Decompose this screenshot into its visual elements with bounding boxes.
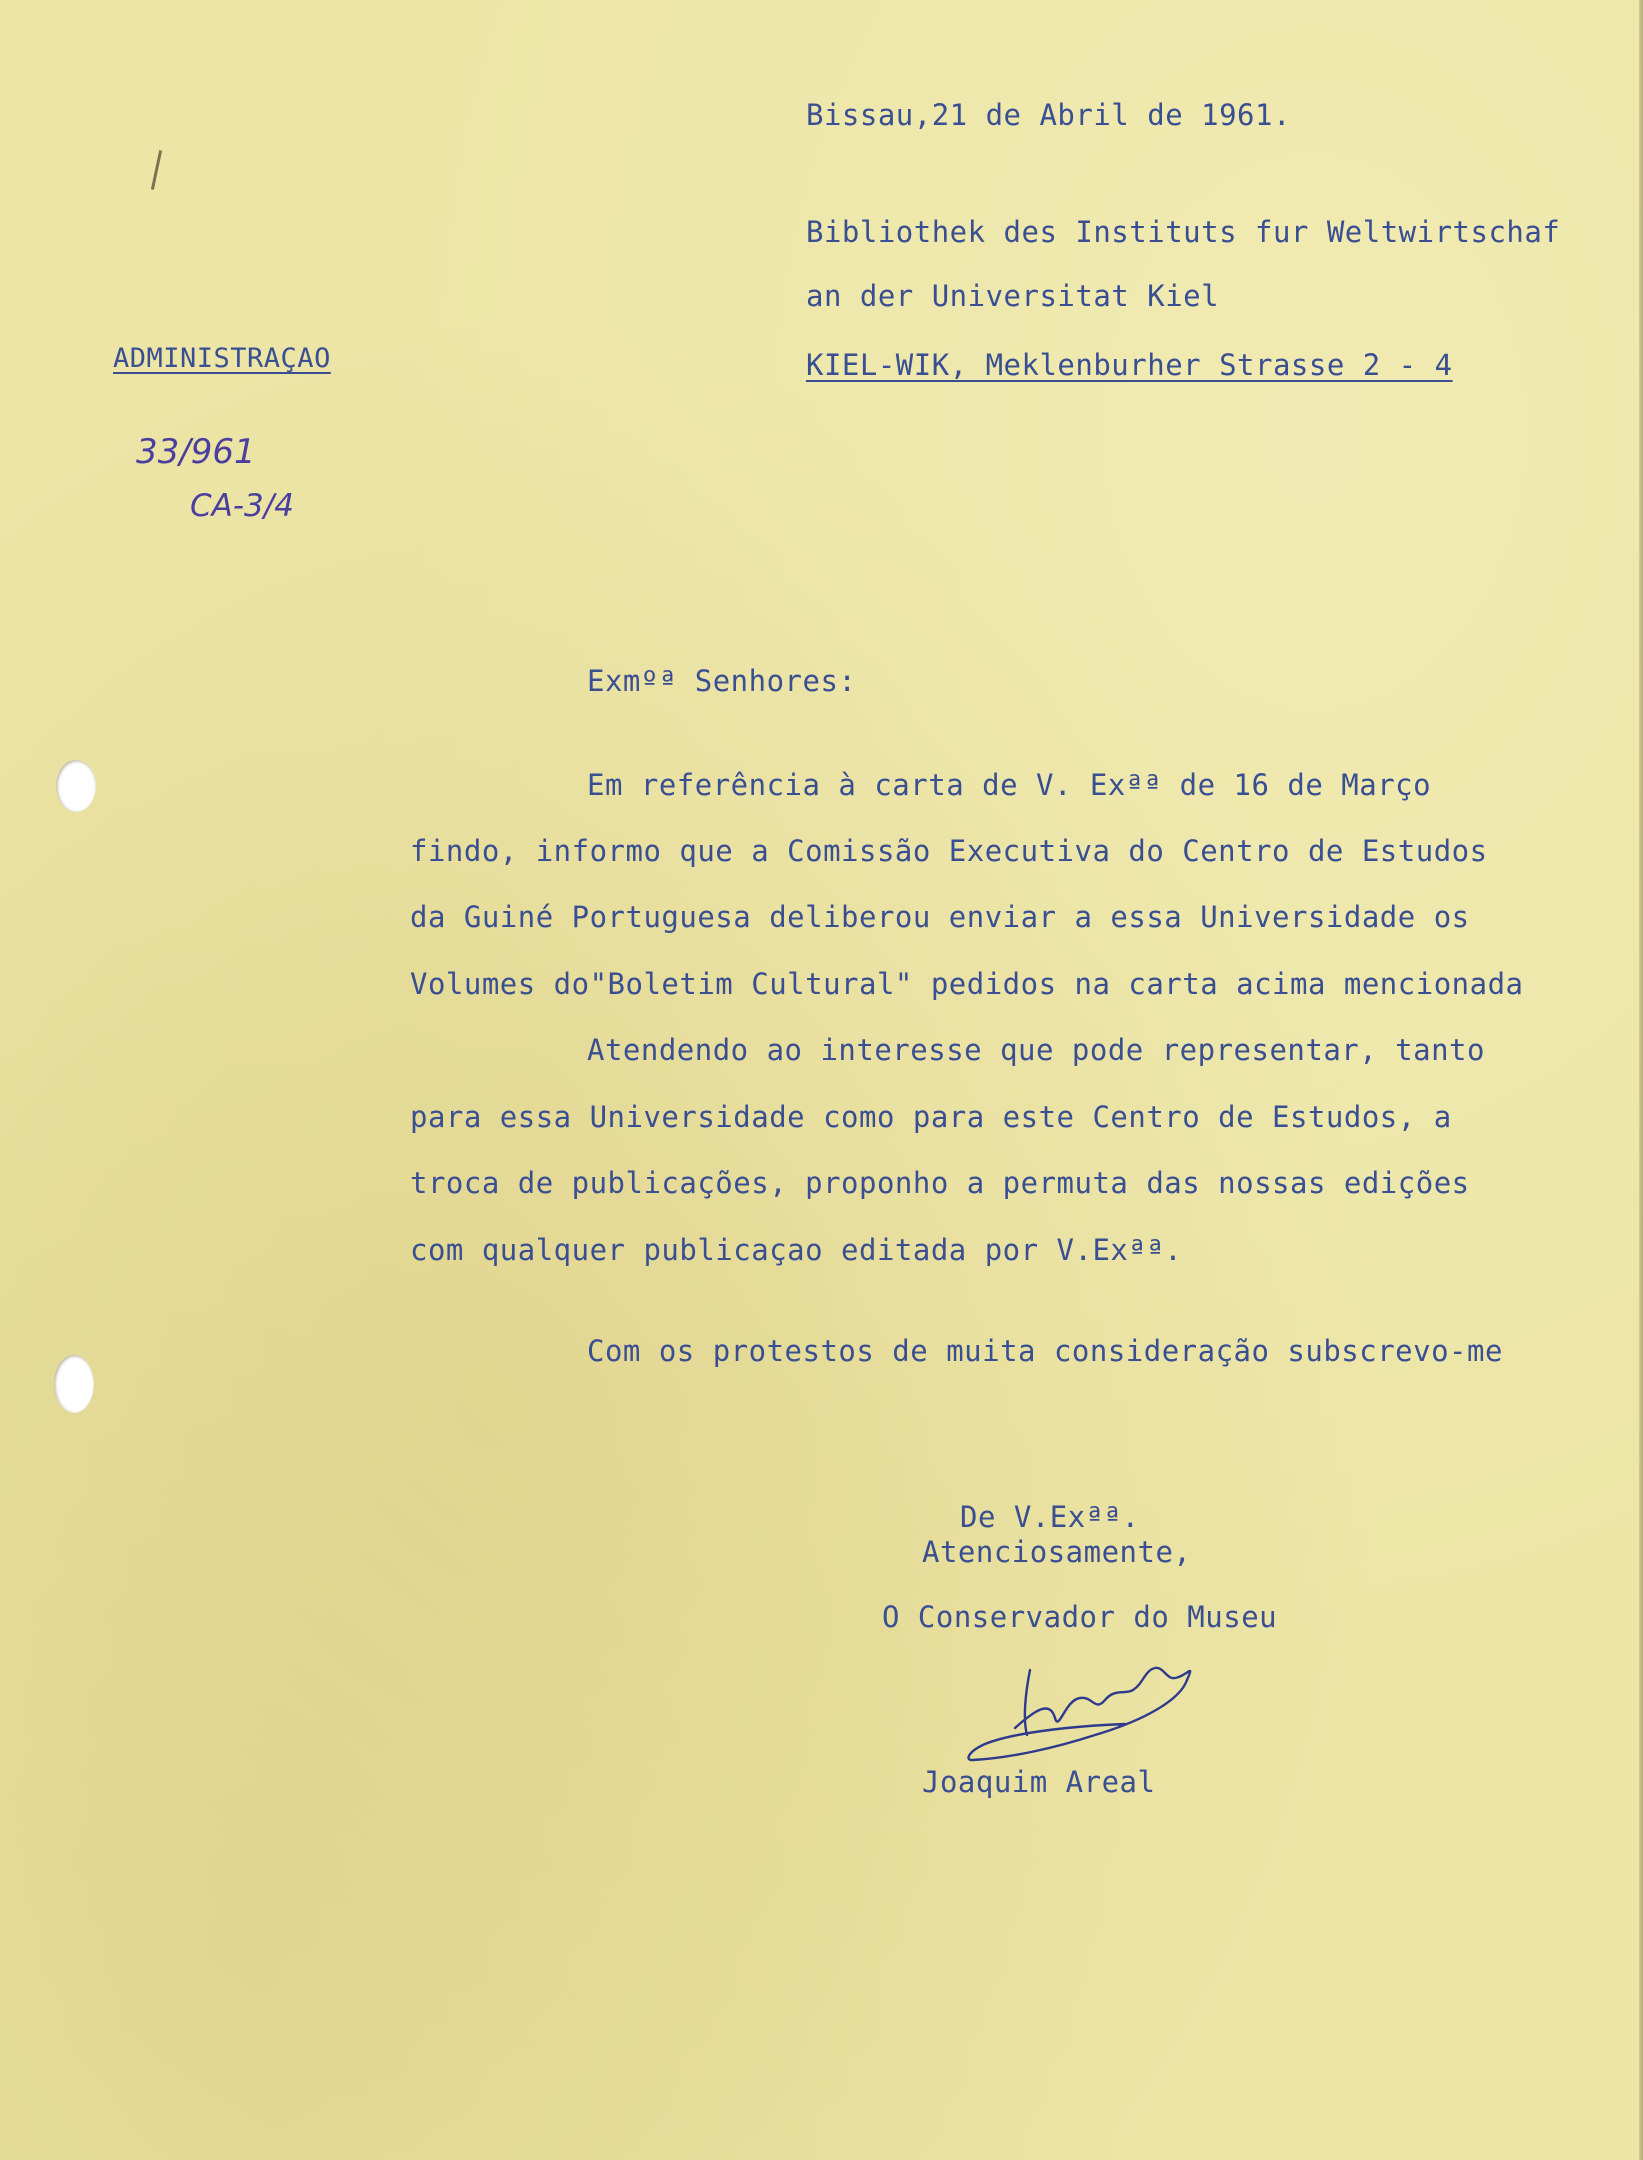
paragraph1-line: Em referência à carta de V. Exªª de 16 de Março: [587, 768, 1432, 802]
handwritten-signature: [955, 1640, 1255, 1770]
reference-code: CA-3/4: [190, 488, 294, 524]
signature-greeting: De V.Exªª.: [960, 1500, 1140, 1534]
paragraph2-line: troca de publicações, proponho a permuta das nossas edições: [410, 1166, 1470, 1200]
recipient-line-1: Bibliothek des Instituts fur Weltwirtschaf: [806, 215, 1561, 249]
reference-number: 33/961: [136, 432, 256, 472]
punch-hole-upper: [56, 760, 96, 812]
signer-title: O Conservador do Museu: [882, 1600, 1278, 1634]
paragraph1-line: findo, informo que a Comissão Executiva do Centro de Estudos: [410, 834, 1488, 868]
department-label: ADMINISTRAÇAO: [113, 343, 331, 374]
date-line: Bissau,21 de Abril de 1961.: [806, 98, 1291, 132]
signer-name: Joaquim Areal: [922, 1765, 1156, 1799]
paragraph2-line: Atendendo ao interesse que pode representar, tanto: [587, 1033, 1485, 1067]
page-edge: [1639, 0, 1643, 2160]
signature-valediction: Atenciosamente,: [922, 1535, 1192, 1569]
paragraph2-line: para essa Universidade como para este Centro de Estudos, a: [410, 1100, 1452, 1134]
salutation: Exmºª Senhores:: [587, 664, 857, 698]
paragraph1-line: Volumes do"Boletim Cultural" pedidos na carta acima mencionada: [410, 967, 1524, 1001]
punch-hole-lower: [54, 1355, 94, 1413]
stray-mark: [151, 150, 162, 190]
closing-line: Com os protestos de muita consideração subscrevo-me: [587, 1334, 1503, 1368]
paragraph1-line: da Guiné Portuguesa deliberou enviar a essa Universidade os: [410, 900, 1470, 934]
recipient-line-2: an der Universitat Kiel: [806, 279, 1220, 313]
paragraph2-line: com qualquer publicaçao editada por V.Exªª.: [410, 1233, 1183, 1267]
recipient-line-3: KIEL-WIK, Meklenburher Strasse 2 - 4: [806, 348, 1453, 382]
